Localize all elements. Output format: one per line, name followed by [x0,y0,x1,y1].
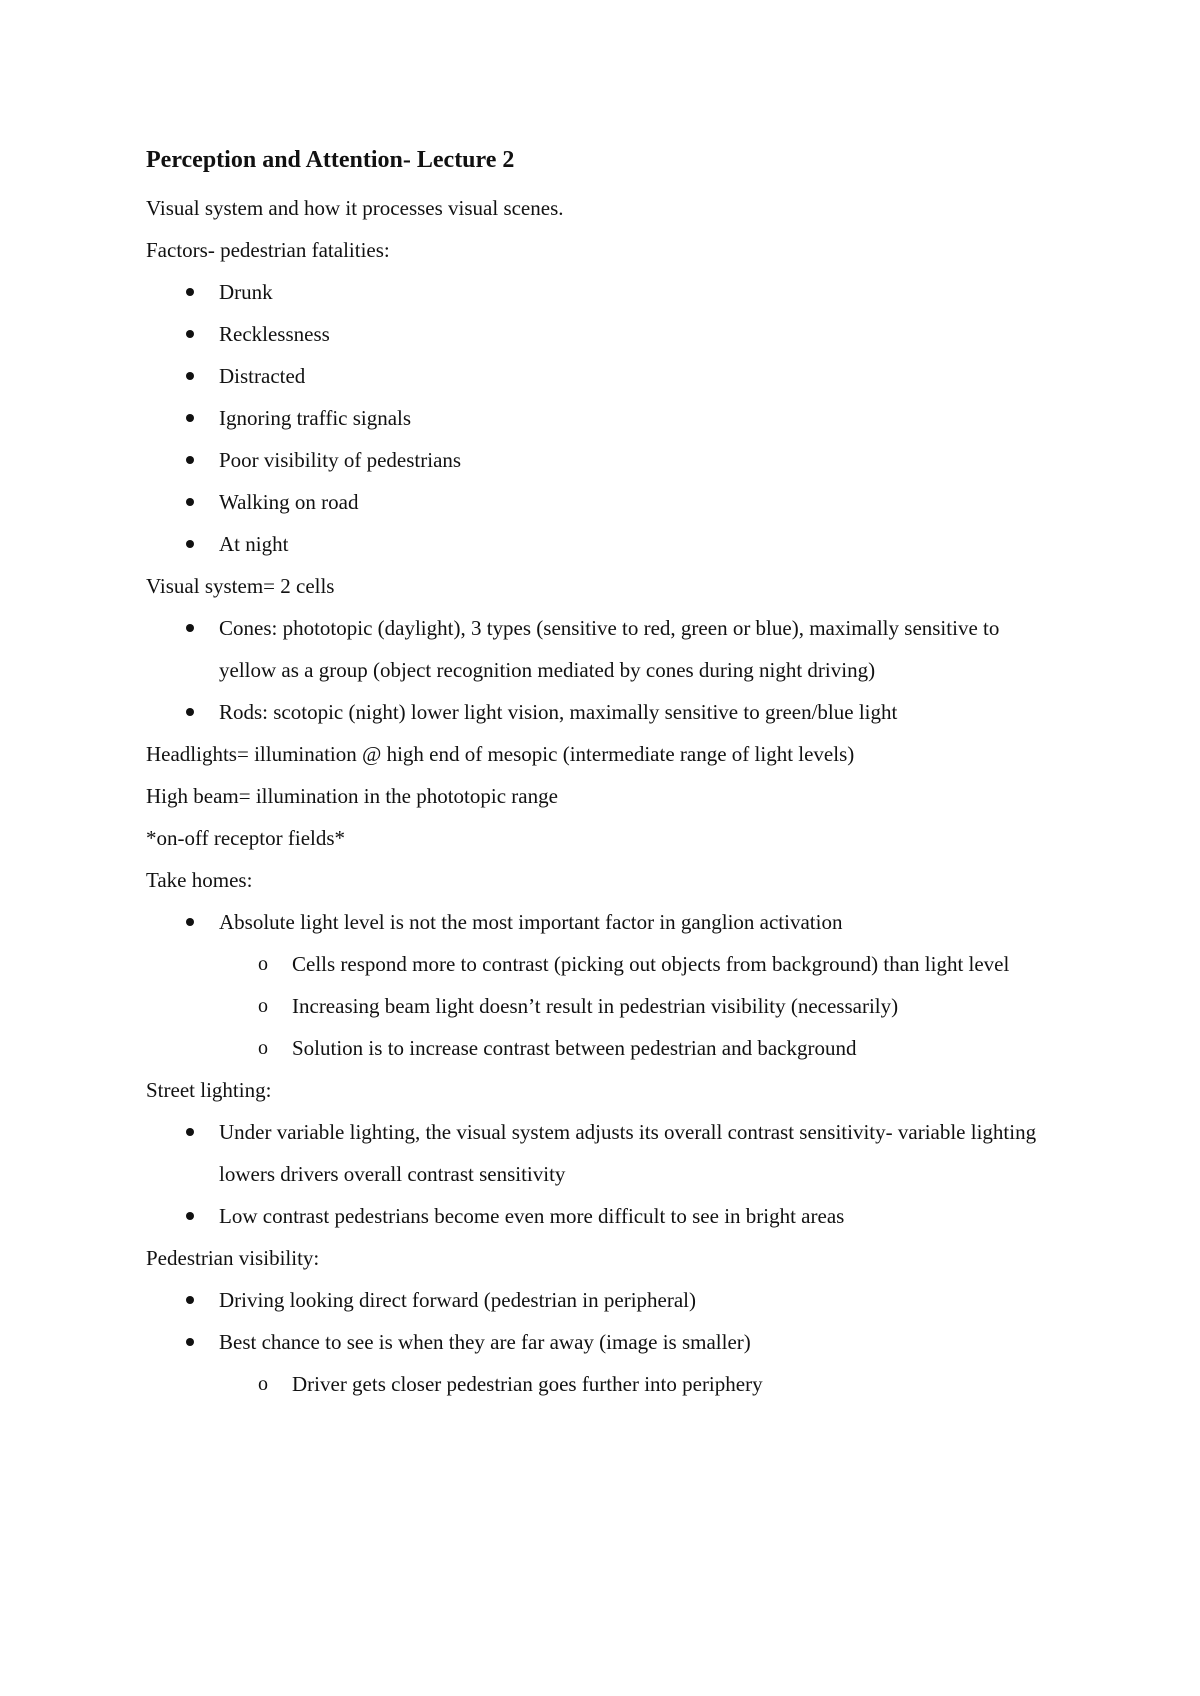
intro-text: Visual system and how it processes visual scenes. [146,196,564,220]
page-title: Perception and Attention- Lecture 2 [146,147,515,173]
document-body [146,145,1046,1405]
list-item: Distracted [146,355,1046,397]
list-item: Absolute light level is not the most important factor in ganglion activation [146,901,1046,943]
receptor-fields-text: *on-off receptor fields* [146,826,346,850]
pedestrian-visibility-list [146,1279,1046,1405]
list-item: Best chance to see is when they are far away (image is smaller) [146,1321,1046,1363]
list-item: Recklessness [146,313,1046,355]
list-item: Driving looking direct forward (pedestrian in peripheral) [146,1279,1046,1321]
visual-system-list [146,607,1046,733]
headlights-text: Headlights= illumination @ high end of mesopic (intermediate range of light levels) [146,742,855,766]
list-item: At night [146,523,1046,565]
factors-list [146,271,1046,565]
take-homes-heading: Take homes: [146,868,253,892]
list-item: Drunk [146,271,1046,313]
pedestrian-visibility-heading: Pedestrian visibility: [146,1246,320,1270]
street-lighting-heading: Street lighting: [146,1078,272,1102]
factors-heading: Factors- pedestrian fatalities: [146,238,390,262]
sub-list-item: o Solution is to increase contrast between pedestrian and background [146,1027,1046,1069]
take-homes-list [146,901,1046,1069]
list-item: Cones: phototopic (daylight), 3 types (sensitive to red, green or blue), maximally sensitive to yellow as a group (object recognition mediated by cones during night driving) [146,607,1046,691]
list-item: Low contrast pedestrians become even more difficult to see in bright areas [146,1195,1046,1237]
list-item: Under variable lighting, the visual system adjusts its overall contrast sensitivity- variable lighting lowers drivers overall contrast sensitivity [146,1111,1046,1195]
list-item: Ignoring traffic signals [146,397,1046,439]
high-beam-text: High beam= illumination in the phototopic range [146,784,558,808]
street-lighting-list [146,1111,1046,1237]
list-item: Poor visibility of pedestrians [146,439,1046,481]
sub-list-item: o Cells respond more to contrast (picking out objects from background) than light level [146,943,1046,985]
sub-list-item: o Increasing beam light doesn’t result in pedestrian visibility (necessarily) [146,985,1046,1027]
visual-system-heading: Visual system= 2 cells [146,574,335,598]
list-item: Walking on road [146,481,1046,523]
sub-list-item: o Driver gets closer pedestrian goes further into periphery [146,1363,1046,1405]
list-item: Rods: scotopic (night) lower light vision, maximally sensitive to green/blue light [146,691,1046,733]
